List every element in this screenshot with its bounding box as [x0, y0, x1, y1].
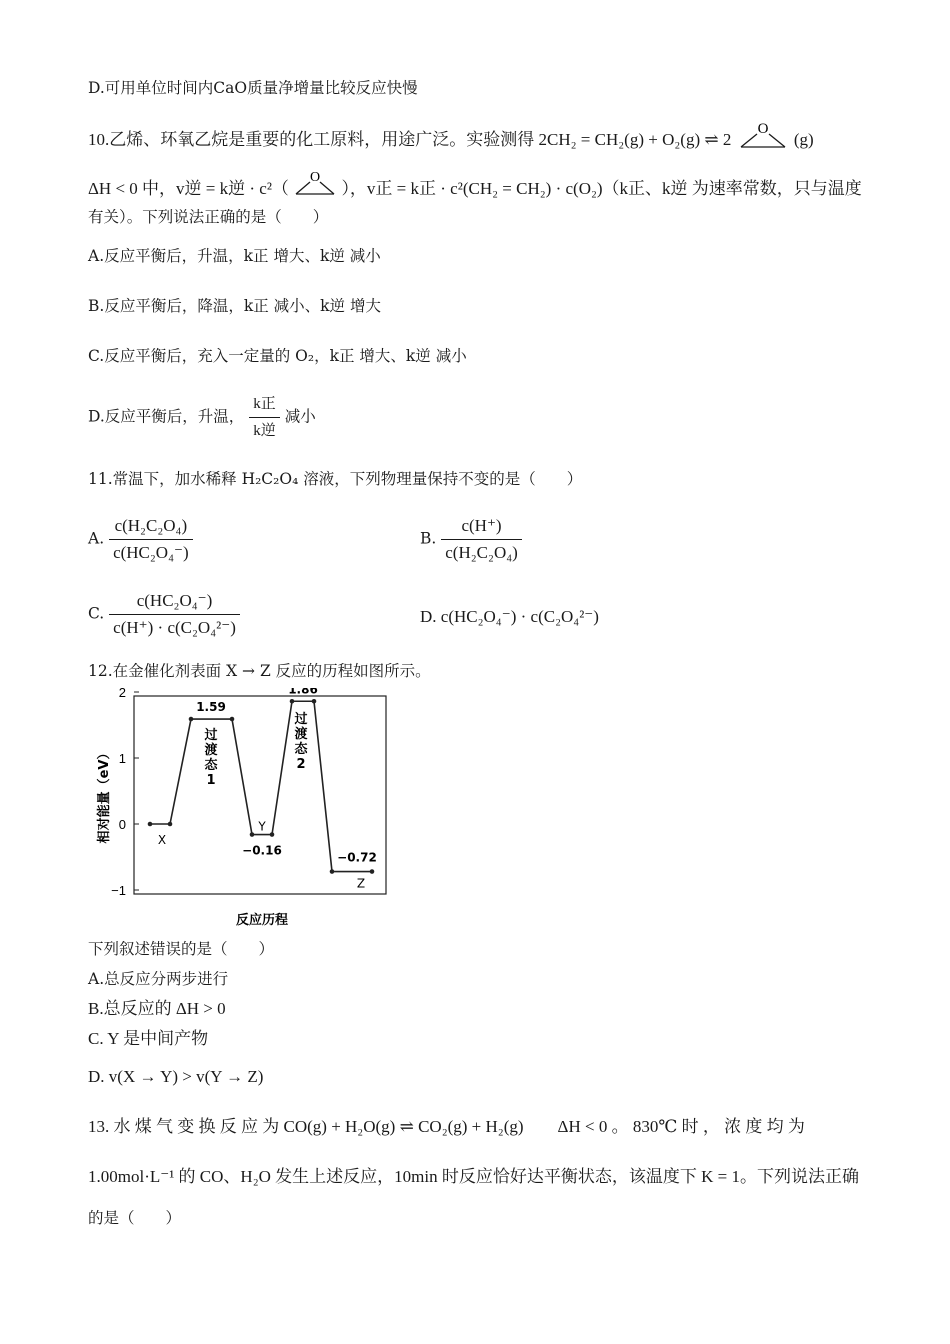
q10-option-a: A.反应平衡后，升温，k正 增大、k逆 减小: [88, 247, 381, 265]
svg-text:O: O: [310, 170, 321, 185]
q11-option-a: A. $\frac{\text{c(H₂C₂O₄)}}{\text{c(HC₂O₄⁻)}}$: [88, 515, 193, 564]
ts2-label-char: 渡: [294, 727, 308, 743]
data-point: [312, 699, 317, 704]
q11-option-a-fraction: $\frac{\text{c(H₂C₂O₄)}}{\text{c(HC₂O₄⁻)}}$: [109, 515, 193, 564]
q12-option-c: C. Y 是中间产物: [88, 1029, 209, 1048]
epoxide-icon: [293, 170, 337, 198]
q11-option-c-fraction: $\frac{\text{c(HC₂O₄⁻)}}{\text{c(H⁺) · c(C₂O₄²⁻)}}$: [109, 590, 240, 639]
q10-stem-tail: (g): [793, 130, 814, 149]
value-label-z: −0.72: [337, 850, 377, 865]
y-axis-label: 相对能量（eV）: [97, 746, 112, 844]
data-point: [148, 822, 153, 827]
energy-profile-chart: [86, 688, 392, 932]
q10-option-c: C.反应平衡后，充入一定量的 O₂，k正 增大、k逆 减小: [88, 347, 467, 365]
q13-stem-line1: 13. 水 煤 气 变 换 反 应 为 CO(g) + H₂O(g) ⇌ CO₂(g) + H₂(g) ΔH < 0 。 830℃ 时 ， 浓 度 均 为: [88, 1117, 805, 1136]
q10-option-d-suffix: 减小: [284, 407, 316, 426]
ts1-label-char: 1: [206, 773, 216, 789]
data-point: [250, 832, 255, 837]
y-tick-label: 0: [118, 817, 126, 832]
q10-option-d-prefix: D.反应平衡后，升温，: [88, 407, 245, 426]
data-point: [230, 717, 235, 722]
ts2-label-char: 2: [296, 757, 306, 773]
q10-stem-line2-a: ΔH < 0 中，v逆 = k逆 · c²（: [88, 179, 289, 198]
q10-stem-line1: [88, 121, 814, 151]
data-point: [168, 822, 173, 827]
ts2-label-char: 过: [294, 712, 308, 728]
epoxide-icon: [738, 121, 788, 151]
ts1-label-char: 态: [204, 758, 218, 774]
q12-question: 下列叙述错误的是（ ）: [88, 940, 275, 958]
q12-stem: 12.在金催化剂表面 X → Z 反应的历程如图所示。: [88, 662, 431, 680]
q13-stem-line3: 的是（ ）: [88, 1209, 182, 1227]
q12-option-b: B.总反应的 ΔH > 0: [88, 999, 226, 1018]
data-point: [270, 832, 275, 837]
x-axis-label: 反应历程: [235, 913, 289, 928]
value-label-y: −0.16: [242, 843, 282, 858]
q10-stem-line2-b: ），v正 = k正 · c²(CH₂ = CH₂) · c(O₂)（k正、k逆 为速率常数，只与温度: [341, 179, 862, 198]
q11-stem: 11.常温下，加水稀释 H₂C₂O₄ 溶液，下列物理量保持不变的是（ ）: [88, 470, 583, 488]
value-label-ts2: 1.86: [288, 688, 318, 697]
ts2-label-char: 态: [294, 742, 308, 758]
energy-profile-svg: [86, 688, 392, 932]
q9-option-d: D.可用单位时间内CaO质量净增量比较反应快慢: [88, 79, 418, 97]
q11-option-d: D. c(HC₂O₄⁻) · c(C₂O₄²⁻): [420, 607, 599, 626]
y-tick-label: 1: [118, 751, 126, 766]
q13-stem-line2: 1.00mol·L⁻¹ 的 CO、H₂O 发生上述反应，10min 时反应恰好达平衡状态，该温度下 K = 1。下列说法正确: [88, 1167, 859, 1186]
state-label-z: Z: [356, 876, 366, 891]
q10-option-b: B.反应平衡后，降温，k正 减小、k逆 增大: [88, 297, 381, 315]
q10-option-d: [88, 393, 316, 442]
q12-option-d: D. v(X → Y) > v(Y → Z): [88, 1067, 264, 1086]
ts1-label-char: 渡: [204, 743, 218, 759]
q10-stem-line2: [88, 170, 862, 200]
data-point: [290, 699, 295, 704]
state-label-x: X: [157, 833, 167, 847]
q10-stem-line3: 有关）。下列说法正确的是（ ）: [88, 208, 329, 226]
q10-option-d-fraction: $\frac{\text{k正}}{\text{k逆}}$: [249, 393, 280, 442]
q10-stem-text: 10.乙烯、环氧乙烷是重要的化工原料，用途广泛。实验测得 2CH₂ = CH₂(g) + O₂(g) ⇌ 2: [88, 130, 732, 149]
y-tick-label: 2: [118, 688, 126, 700]
epoxide-atom: O: [757, 121, 769, 137]
q11-option-b: B. $\frac{c(H^+)}{\text{c(H₂C₂O₄)}}$: [420, 515, 522, 564]
value-label-ts1: 1.59: [196, 700, 226, 715]
q12-option-a: A.总反应分两步进行: [88, 970, 229, 988]
q11-option-b-fraction: $\frac{c(H^+)}{\text{c(H₂C₂O₄)}}$: [441, 515, 522, 564]
q11-option-c: C. $\frac{\text{c(HC₂O₄⁻)}}{\text{c(H⁺) · c(C₂O₄²⁻)}}$: [88, 590, 240, 639]
ts1-label-char: 过: [204, 728, 218, 744]
y-tick-label: −1: [111, 883, 126, 898]
data-point: [330, 869, 335, 874]
state-label-y: Y: [258, 819, 266, 834]
data-point: [370, 869, 375, 874]
data-point: [189, 717, 194, 722]
